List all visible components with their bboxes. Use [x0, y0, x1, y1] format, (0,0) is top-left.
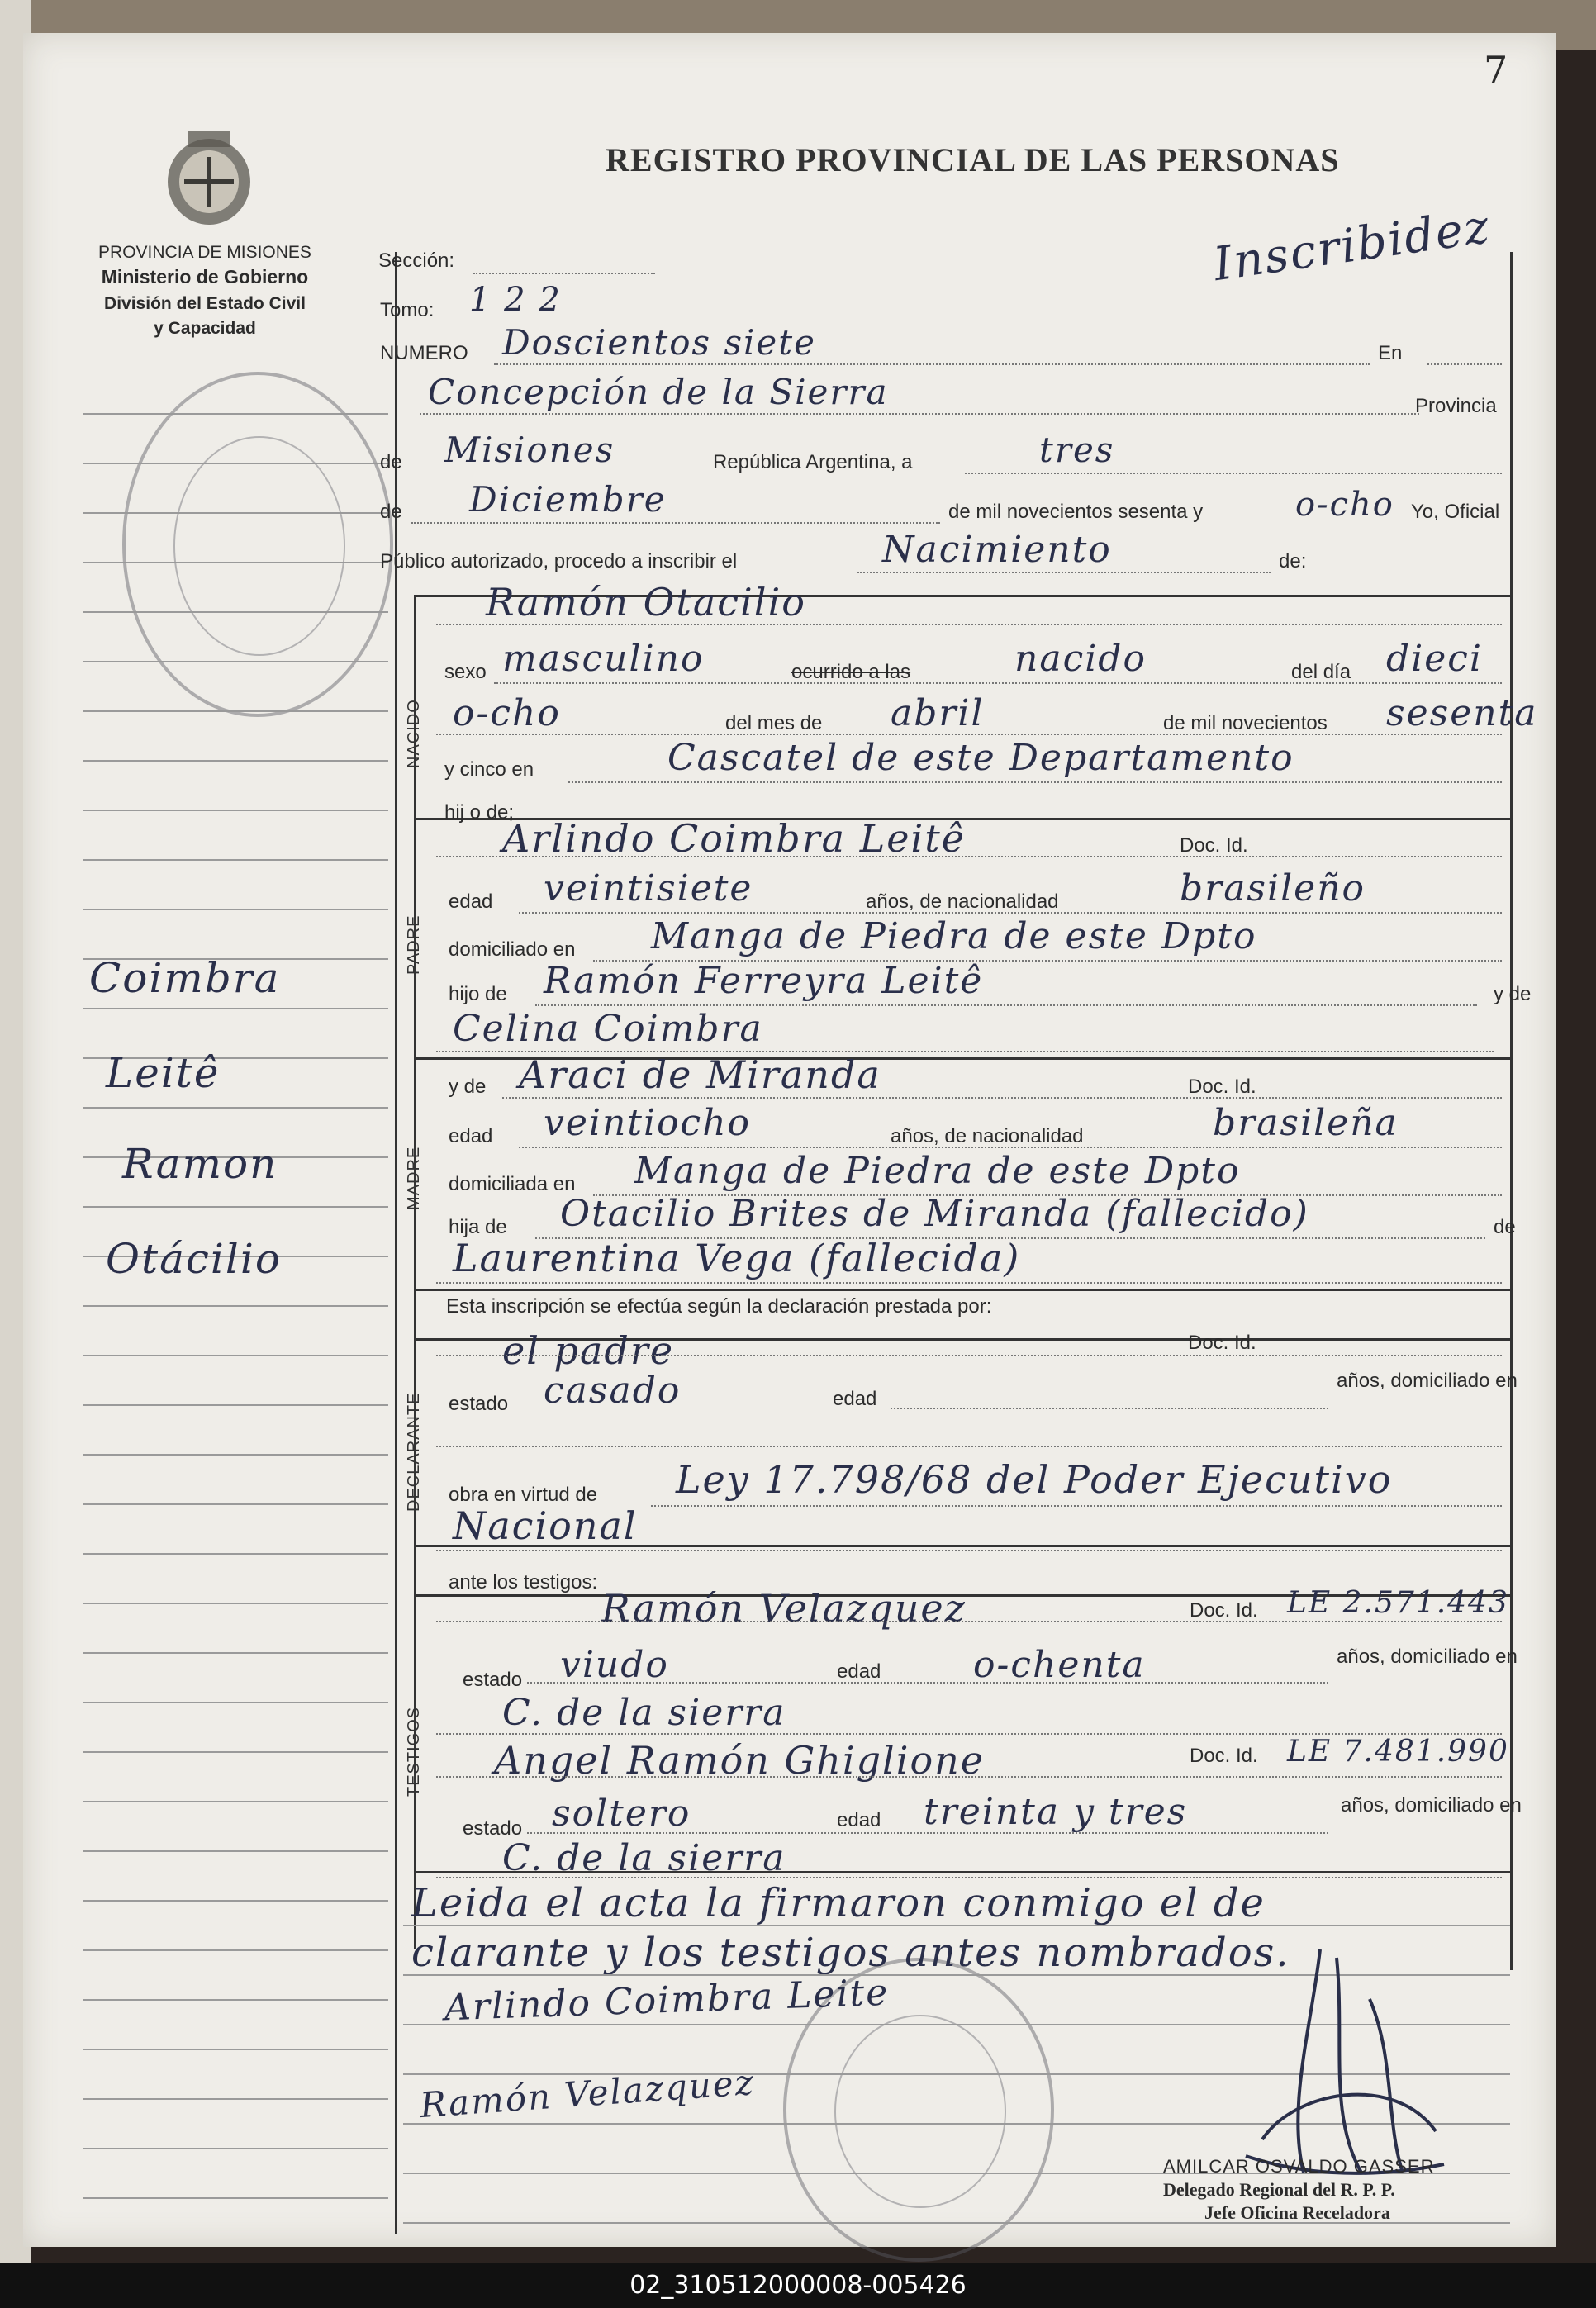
value-dia-nac2: o-cho	[453, 692, 561, 734]
label-padre-domicilio: domiciliado en	[449, 938, 576, 961]
officer-name: AMILCAR OSVALDO GASSER	[1163, 2156, 1435, 2177]
label-padre-y-de: y de	[1494, 983, 1532, 1005]
margin-note-name1: Ramon	[122, 1140, 278, 1188]
right-border	[1510, 252, 1513, 1970]
value-nombre: Ramón Otacilio	[486, 580, 806, 624]
label-testigo2-doc: Doc. Id.	[1190, 1745, 1258, 1767]
margin-note-surname2: Leitê	[106, 1049, 221, 1097]
value-anio-nac: sesenta	[1386, 692, 1538, 734]
label-tomo: Tomo:	[380, 299, 435, 321]
officer-title2: Jefe Oficina Receladora	[1204, 2202, 1390, 2223]
value-provincia: Misiones	[444, 430, 615, 470]
value-madre-hija-de: Otacilio Brites de Miranda (fallecido)	[560, 1193, 1309, 1235]
label-declarante-doc: Doc. Id.	[1188, 1332, 1256, 1354]
label-declarante-estado: estado	[449, 1393, 509, 1415]
value-testigo1-estado: viudo	[560, 1644, 669, 1686]
value-dia: tres	[1039, 430, 1115, 470]
label-mil-sesenta: de mil novecientos sesenta y	[948, 501, 1204, 523]
label-testigo1-edad: edad	[837, 1660, 881, 1683]
value-nacido: nacido	[1014, 638, 1147, 680]
label-obra: obra en virtud de	[449, 1484, 598, 1506]
margin-note-surname1: Coimbra	[89, 954, 281, 1002]
value-testigo2-dom: C. de la sierra	[502, 1837, 786, 1879]
label-madre-domicilio: domiciliada en	[449, 1173, 576, 1195]
label-ocurrido: ocurrido a las	[791, 661, 911, 683]
value-madre-nombre: Araci de Miranda	[519, 1052, 881, 1097]
label-testigo2-edad: edad	[837, 1809, 881, 1831]
value-declarante-estado: casado	[544, 1370, 682, 1412]
label-madre-edad: edad	[449, 1125, 493, 1147]
closing-line1: Leida el acta la firmaron conmigo el de	[411, 1880, 1266, 1926]
label-madre-y-de: y de	[449, 1076, 487, 1098]
section-label-nacido: NACIDO	[405, 699, 423, 768]
label-ante-testigos: ante los testigos:	[449, 1571, 598, 1593]
label-padre-nacionalidad: años, de nacionalidad	[866, 890, 1059, 913]
archive-id-bar	[0, 2263, 1596, 2308]
label-numero: NUMERO	[380, 342, 468, 364]
value-mes: Diciembre	[469, 479, 667, 520]
value-testigo1-doc: LE 2.571.443	[1287, 1586, 1509, 1620]
closing-line2: clarante y los testigos antes nombrados.	[411, 1930, 1290, 1976]
margin-divider	[395, 252, 397, 2234]
label-testigo1-doc: Doc. Id.	[1190, 1599, 1258, 1622]
division-line1: División del Estado Civil	[104, 294, 306, 313]
label-madre-doc: Doc. Id.	[1188, 1076, 1256, 1098]
value-testigo2-doc: LE 7.481.990	[1287, 1735, 1509, 1769]
value-madre-y-de: Laurentina Vega (fallecida)	[453, 1236, 1021, 1280]
value-testigo1-edad: o-chenta	[973, 1644, 1146, 1686]
label-publico: Público autorizado, procedo a inscribir el	[380, 550, 738, 572]
label-provincia: Provincia	[1415, 395, 1497, 417]
value-ley: Ley 17.798/68 del Poder Ejecutivo	[676, 1457, 1393, 1502]
signature-testigo: Ramón Velazquez	[418, 2061, 757, 2126]
value-madre-domicilio: Manga de Piedra de este Dpto	[634, 1150, 1241, 1192]
label-padre-edad: edad	[449, 890, 493, 913]
label-en: En	[1378, 342, 1403, 364]
label-declarante-edad: edad	[833, 1388, 877, 1410]
value-padre-domicilio: Manga de Piedra de este Dpto	[651, 915, 1257, 957]
label-madre-de: de	[1494, 1216, 1516, 1238]
value-lugar-nac: Cascatel de este Departamento	[667, 737, 1294, 779]
value-padre-nombre: Arlindo Coimbra Leitê	[502, 816, 966, 861]
value-testigo1: Ramón Velazquez	[601, 1586, 967, 1631]
value-padre-edad: veintisiete	[544, 867, 753, 909]
label-testigo2-domicilio: años, domiciliado en	[1341, 1794, 1522, 1816]
value-madre-nacionalidad: brasileña	[1213, 1102, 1399, 1144]
section-label-declarante: DECLARANTE	[405, 1392, 423, 1512]
label-de2: de	[380, 501, 402, 523]
label-padre-hijo-de: hijo de	[449, 983, 507, 1005]
page-title: REGISTRO PROVINCIAL DE LAS PERSONAS	[606, 141, 1340, 178]
value-tomo: 1 2 2	[469, 281, 562, 319]
archive-id: 02_310512000008-005426	[629, 2271, 967, 2300]
label-seccion: Sección:	[378, 249, 455, 272]
label-testigo2-estado: estado	[463, 1817, 523, 1840]
value-testigo1-dom: C. de la sierra	[502, 1692, 786, 1734]
officer-title1: Delegado Regional del R. P. P.	[1163, 2179, 1395, 2200]
official-stamp-left	[122, 372, 393, 717]
rule-madre-bottom	[414, 1289, 1510, 1291]
label-del-mes: del mes de	[725, 712, 823, 734]
label-madre-nacionalidad: años, de nacionalidad	[891, 1125, 1084, 1147]
section-label-testigos: TESTIGOS	[405, 1706, 423, 1797]
label-hijo: hij o de;	[444, 801, 515, 824]
page-number: 7	[1484, 48, 1508, 93]
section-label-madre: MADRE	[405, 1146, 423, 1210]
label-declaracion: Esta inscripción se efectúa según la declaración prestada por:	[446, 1295, 992, 1318]
label-padre-doc: Doc. Id.	[1180, 834, 1248, 857]
value-sexo: masculino	[502, 638, 705, 680]
label-de: de	[380, 451, 402, 473]
value-testigo2: Angel Ramón Ghiglione	[494, 1738, 986, 1783]
province-name: PROVINCIA DE MISIONES	[98, 243, 311, 262]
label-de-colon: de:	[1279, 550, 1307, 572]
value-ley2: Nacional	[453, 1503, 638, 1548]
label-testigo1-domicilio: años, domiciliado en	[1337, 1646, 1518, 1668]
value-acto: Nacimiento	[882, 529, 1112, 571]
value-declarante: el padre	[502, 1328, 675, 1373]
top-signature: Inscribidez	[1210, 199, 1494, 292]
value-testigo2-estado: soltero	[552, 1793, 691, 1835]
value-madre-edad: veintiocho	[544, 1102, 752, 1144]
label-mil-novecientos: de mil novecientos	[1163, 712, 1328, 734]
value-padre-hijo-de: Ramón Ferreyra Leitê	[544, 960, 984, 1002]
value-mes-nac: abril	[891, 692, 985, 734]
margin-note-name2: Otácilio	[106, 1235, 282, 1283]
label-testigo1-estado: estado	[463, 1669, 523, 1691]
label-declarante-domicilio: años, domiciliado en	[1337, 1370, 1518, 1392]
label-y-cinco: y cinco en	[444, 758, 534, 781]
label-madre-hija-de: hija de	[449, 1216, 507, 1238]
value-padre-nacionalidad: brasileño	[1180, 867, 1366, 909]
label-republica: República Argentina, a	[713, 451, 913, 473]
section-label-padre: PADRE	[405, 914, 423, 975]
division-line2: y Capacidad	[154, 319, 256, 338]
value-lugar: Concepción de la Sierra	[428, 372, 889, 412]
value-numero: Doscientos siete	[502, 322, 817, 363]
value-dia-nac1: dieci	[1386, 638, 1483, 680]
label-del-dia: del día	[1291, 661, 1351, 683]
signature-declarante: Arlindo Coimbra Leite	[444, 1971, 891, 2030]
label-yo-oficial: Yo, Oficial	[1411, 501, 1500, 523]
label-sexo: sexo	[444, 661, 487, 683]
value-anio: o-cho	[1295, 486, 1394, 524]
ministry-name: Ministerio de Gobierno	[101, 266, 309, 287]
value-testigo2-edad: treinta y tres	[924, 1791, 1188, 1833]
coat-of-arms-icon	[159, 124, 259, 231]
register-page	[23, 33, 1556, 2247]
value-padre-y-de: Celina Coimbra	[453, 1008, 763, 1050]
